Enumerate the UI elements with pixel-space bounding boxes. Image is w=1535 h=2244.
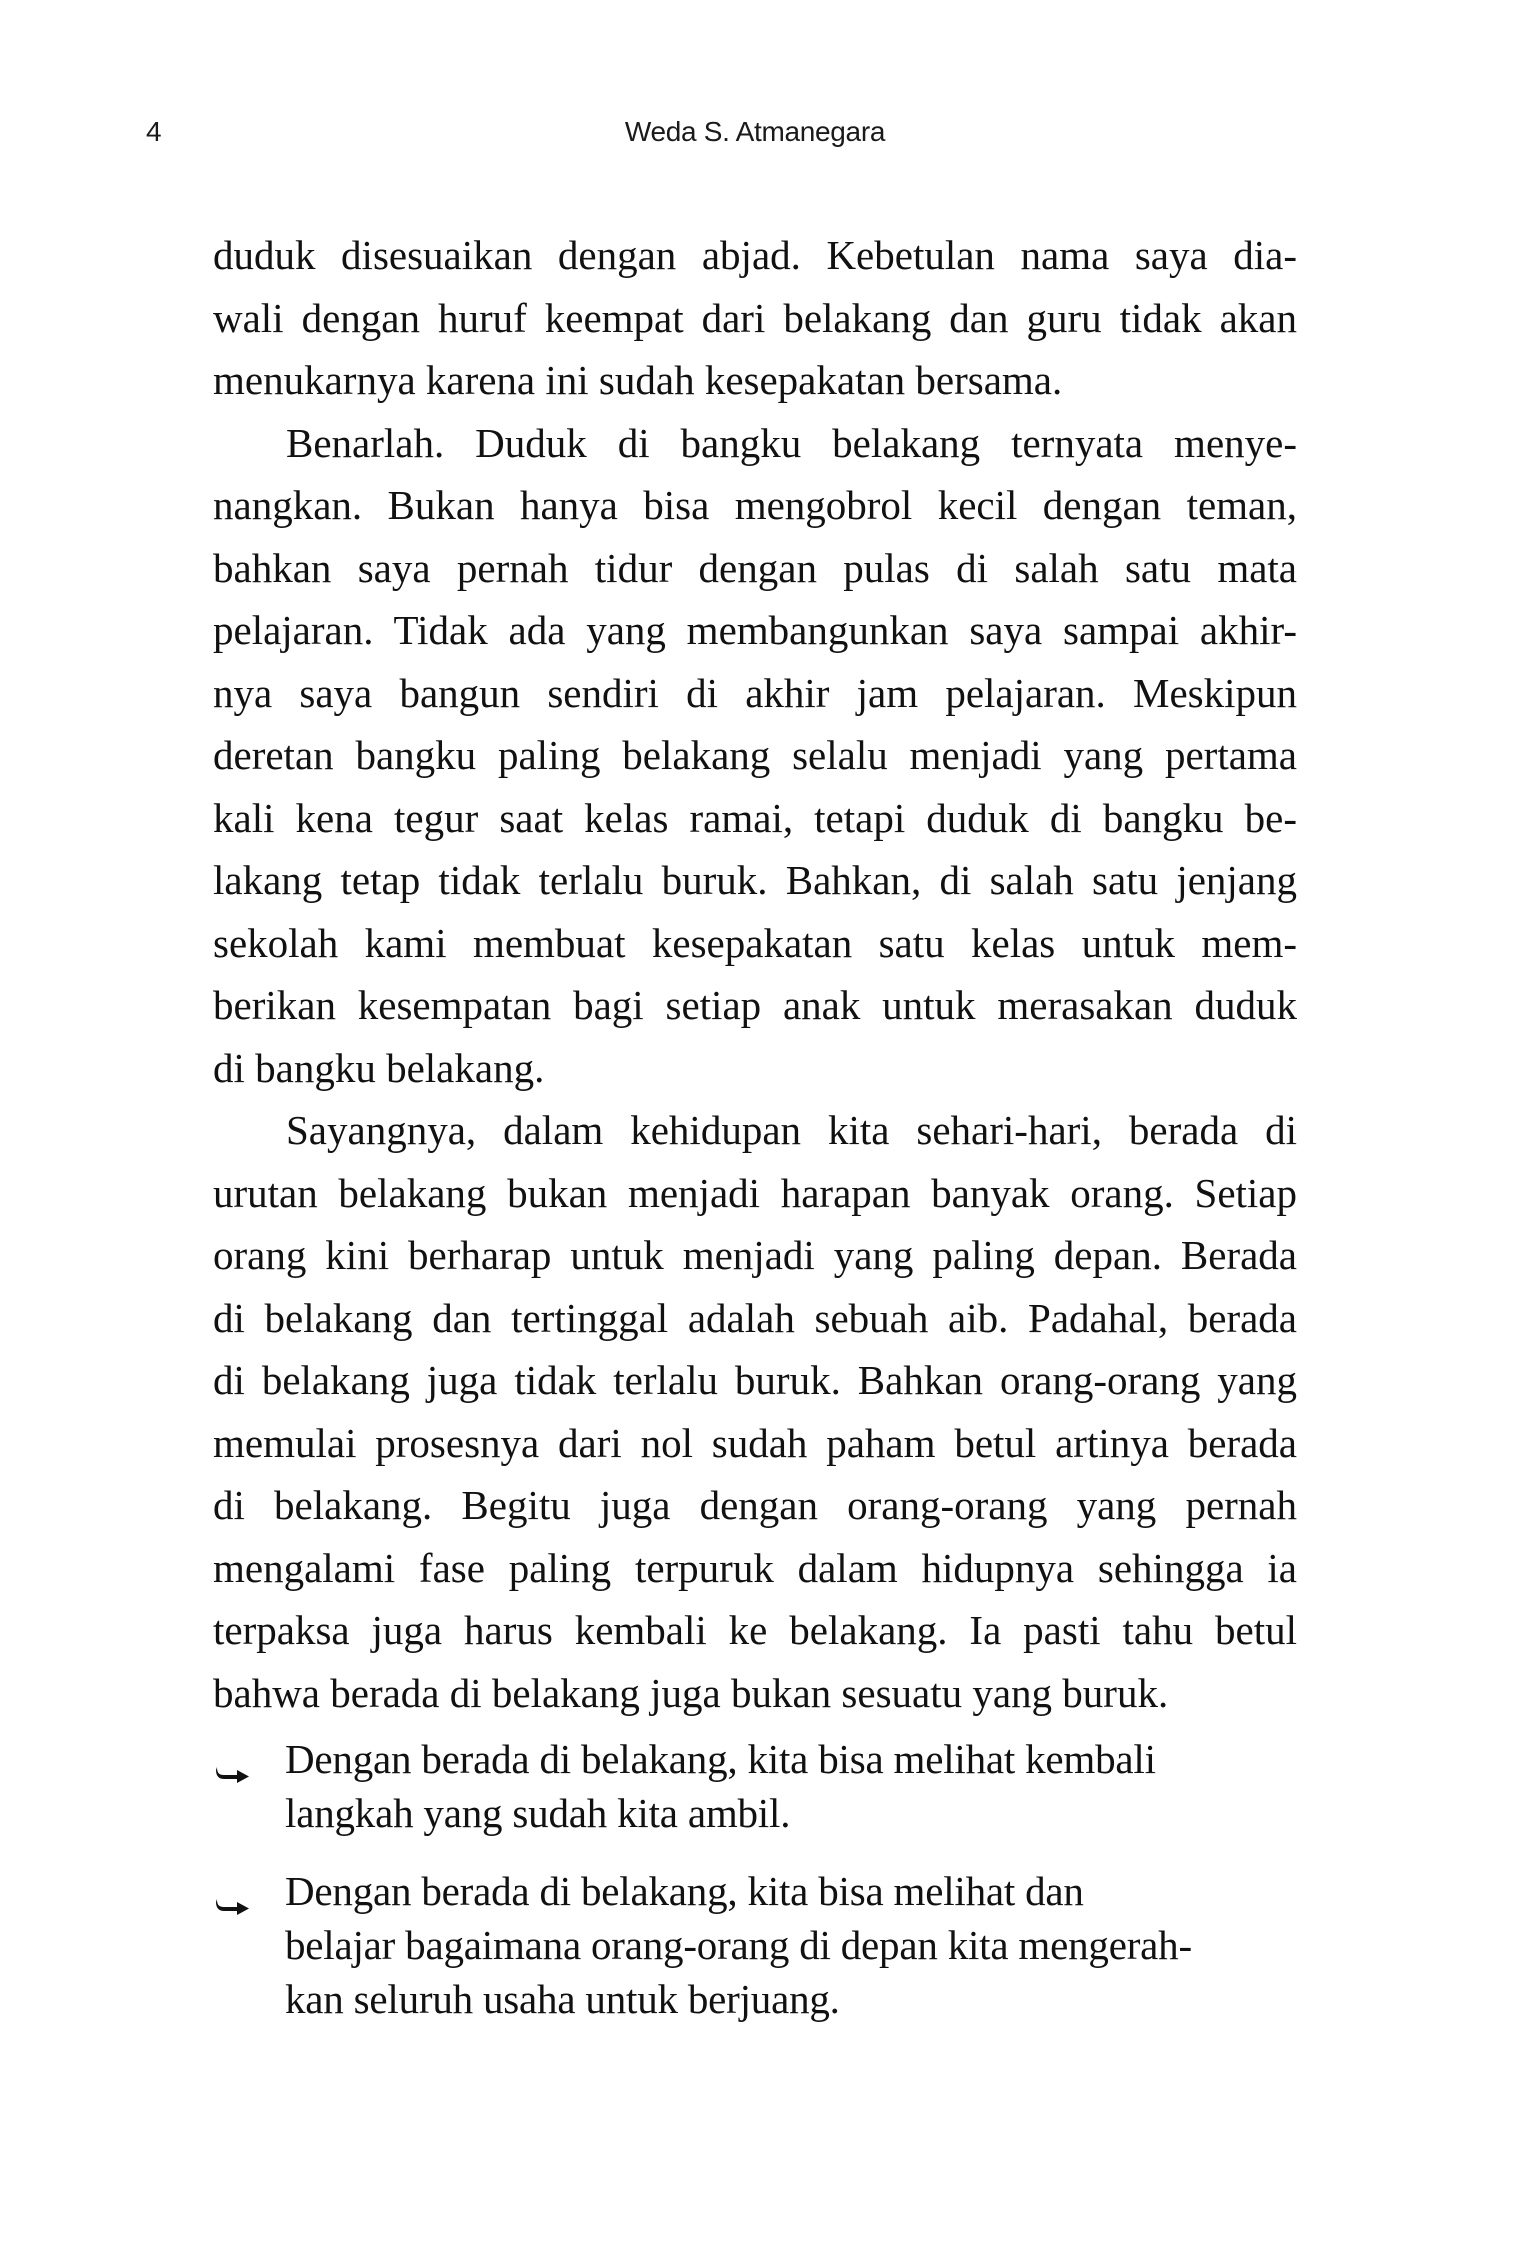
bullet-list [213,1732,1297,2050]
paragraph-line: menukarnya karena ini sudah kesepakatan bersama. [213,357,1063,403]
paragraph-line: memulai prosesnya dari nol sudah paham betul artinya berada [213,1419,1297,1466]
bullet-line: Dengan berada di belakang, kita bisa melihat dan [285,1868,1084,1914]
paragraph-line: bahwa berada di belakang juga bukan sesuatu yang buruk. [213,1669,1169,1716]
paragraph [213,1099,1297,1724]
paragraph-line: mengalami fase paling terpuruk dalam hidupnya sehingga ia [213,1544,1297,1591]
paragraph-line: di belakang dan tertinggal adalah sebuah aib. Padahal, berada [213,1294,1297,1341]
paragraph-line: berikan kesempatan bagi setiap anak untuk merasakan duduk [213,982,1297,1028]
running-head [0,118,1535,146]
paragraph-line: deretan bangku paling belakang selalu menjadi yang pertama [213,732,1297,778]
paragraph-line: di belakang juga tidak terlalu buruk. Bahkan orang-orang yang [213,1357,1297,1403]
paragraph-line: terpaksa juga harus kembali ke belakang. Ia pasti tahu betul [213,1607,1297,1653]
paragraph-line: sekolah kami membuat kesepakatan satu kelas untuk mem- [213,919,1297,966]
paragraph-line: nya saya bangun sendiri di akhir jam pelajaran. Meskipun [213,669,1297,716]
bullet-item [213,1732,1297,1840]
bullet-line: kan seluruh usaha untuk berjuang. [285,1976,840,2022]
paragraph-line: orang kini berharap untuk menjadi yang paling depan. Berada [213,1232,1297,1278]
paragraph-line: urutan belakang bukan menjadi harapan banyak orang. Setiap [213,1169,1297,1216]
running-head-author: Weda S. Atmanegara [624,116,886,147]
paragraph-line: di belakang. Begitu juga dengan orang-orang yang pernah [213,1482,1297,1528]
paragraph [213,224,1297,412]
paragraph-line: duduk disesuaikan dengan abjad. Kebetulan nama saya dia- [213,232,1297,278]
hooked-right-arrow-icon [216,1743,250,1763]
paragraph-line: nangkan. Bukan hanya bisa mengobrol kecil dengan teman, [213,482,1297,528]
bullet-line: Dengan berada di belakang, kita bisa melihat kembali [285,1736,1156,1782]
body-text [213,224,1297,1724]
paragraph-line: wali dengan huruf keempat dari belakang dan guru tidak akan [213,294,1297,341]
hooked-right-arrow-icon [216,1875,250,1895]
paragraph-line: kali kena tegur saat kelas ramai, tetapi duduk di bangku be- [213,794,1297,841]
paragraph-line: Sayangnya, dalam kehidupan kita sehari-hari, berada di [286,1107,1297,1153]
paragraph-line: di bangku belakang. [213,1044,545,1091]
paragraph-line: Benarlah. Duduk di bangku belakang ternyata menye- [286,419,1297,466]
bullet-line: belajar bagaimana orang-orang di depan kita mengerah- [285,1922,1192,1968]
paragraph [213,412,1297,1100]
paragraph-line: bahkan saya pernah tidur dengan pulas di salah satu mata [213,544,1297,591]
paragraph-line: pelajaran. Tidak ada yang membangunkan saya sampai akhir- [213,607,1297,653]
bullet-line: langkah yang sudah kita ambil. [285,1790,791,1836]
bullet-item [213,1864,1297,2026]
page-number: 4 [146,116,162,147]
paragraph-line: lakang tetap tidak terlalu buruk. Bahkan, di salah satu jenjang [213,857,1297,903]
